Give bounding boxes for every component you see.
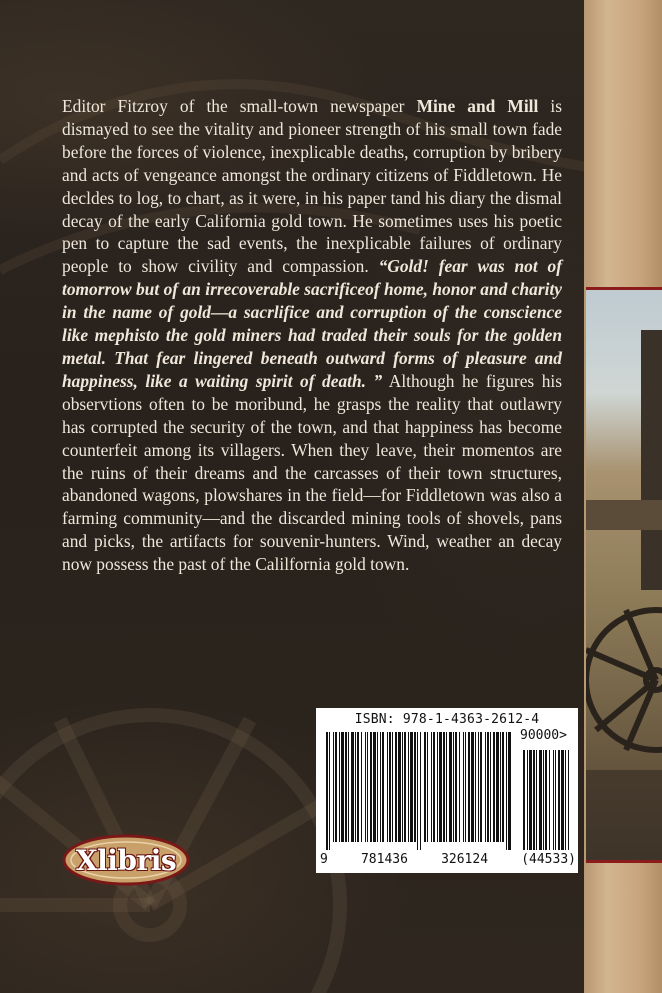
barcode-bar (341, 732, 344, 842)
barcode-bar (427, 732, 428, 842)
barcode-bar (339, 732, 340, 842)
barcode-bar (355, 732, 356, 842)
barcode-bar (333, 732, 334, 842)
barcode-addon-bar (533, 750, 535, 850)
barcode-bar (443, 732, 445, 842)
barcode-bar (480, 732, 482, 842)
blurb-paragraph (62, 95, 562, 576)
blurb-conclusion: Although he figures his observtions often to be moribund, he grasps the reality that outlawry has corrupted the security of the town, and that happiness has become counterfeit among its villagers. When they leave, their momentos are the ruins of their dreams and the carcasses of their town structures, abandoned wagons, plowshares in the field—for Fiddletown was also a farming community—and the discarded mining tools of shovels, pans and picks, the artifacts for souvenir-hunters. Wind, weather an decay now possess the past of the Calilfornia gold town. (62, 370, 562, 575)
barcode-digits (320, 852, 576, 867)
barcode-bar (357, 732, 359, 842)
publisher-logo-text: Xlibris (75, 843, 177, 877)
barcode-bar (463, 732, 464, 842)
barcode-bar (478, 732, 479, 842)
barcode-digit-group-1: 781436 (360, 852, 408, 867)
barcode-bar (389, 732, 391, 842)
front-cover-photo-edge (586, 287, 662, 863)
barcode-bar (420, 732, 421, 850)
barcode-addon-bar (561, 750, 564, 850)
barcode-digit-first: 9 (320, 852, 328, 867)
barcode-addon-bar (543, 750, 544, 850)
price-code: 90000> (520, 728, 567, 743)
barcode-bar (326, 732, 328, 850)
barcode-bar (487, 732, 489, 842)
barcode-bars (322, 732, 572, 852)
barcode-bar (329, 732, 330, 850)
barcode-bar (361, 732, 362, 842)
barcode-bar (437, 732, 438, 842)
barcode-bar (351, 732, 354, 842)
barcode-bar (506, 732, 507, 850)
barcode-bar (471, 732, 474, 842)
barcode-bar (490, 732, 491, 842)
blurb-intro: Editor Fitzroy of the small-town newspaper (62, 96, 417, 116)
barcode-bar (500, 732, 501, 842)
barcode-digit-group-2: 326124 (441, 852, 489, 867)
publisher-logo (60, 832, 192, 888)
barcode-addon-bar (558, 750, 560, 850)
blurb-quote: “Gold! fear was not of tomorrow but of an irrecoverable sacrificeof home, honor and charity in the name of gold—a sacrlifice and corruption of the conscience like mephisto the gold miners had traded their souls for the golden metal. That fear lingered beneath outward forms of pleasure and happiness, like a waiting spirit of death. ” (62, 256, 562, 391)
barcode-bar (408, 732, 409, 842)
barcode-bar (475, 732, 476, 842)
isbn-number: ISBN: 978-1-4363-2612-4 (354, 712, 540, 727)
barcode-addon-bar (555, 750, 556, 850)
barcode-addon-bar (549, 750, 550, 850)
barcode-addon-bar (565, 750, 566, 850)
barcode-bar (345, 732, 347, 842)
barcode-bar (465, 732, 466, 842)
barcode-bar (468, 732, 470, 842)
isbn-barcode (316, 708, 578, 873)
barcode-bar (417, 732, 418, 850)
barcode-bar (367, 732, 368, 842)
barcode-bar (424, 732, 426, 842)
barcode-bar (348, 732, 349, 842)
barcode-bar (398, 732, 401, 842)
barcode-bar (439, 732, 442, 842)
barcode-bar (377, 732, 378, 842)
newspaper-name: Mine and Mill (416, 96, 539, 116)
barcode-addon-bar (527, 750, 528, 850)
barcode-bar (459, 732, 460, 842)
barcode-bar (382, 732, 384, 842)
barcode-bar (449, 732, 452, 842)
barcode-bar (496, 732, 499, 842)
barcode-bar (335, 732, 337, 842)
barcode-bar (387, 732, 388, 842)
barcode-bar (502, 732, 504, 842)
barcode-addon-bar (539, 750, 542, 850)
barcode-bar (370, 732, 372, 842)
barcode-addon-bar (536, 750, 537, 850)
barcode-addon-bar (553, 750, 554, 850)
barcode-addon-bar (529, 750, 532, 850)
barcode-addon-bar (545, 750, 547, 850)
back-cover-blurb (62, 95, 562, 576)
barcode-addon-bar (523, 750, 525, 850)
barcode-bar (410, 732, 413, 842)
barcode-bar (414, 732, 416, 842)
blurb-body: is dismayed to see the vitality and pioneer strength of his small town fade before the forces of violence, inexplicable deaths, corruption by bribery and acts of vengeance amongst the ordinary citizens of Fiddletown. He decldes to log, to chart, as it were, in his paper tand his diary the dismal decay of the early California gold town. He sometimes uses his poetic pen to capture the sad events, the inexplicable failures of ordinary people to show civility and compassion. (62, 96, 563, 277)
barcode-bar (404, 732, 406, 842)
barcode-bar (508, 732, 511, 850)
barcode-bar (373, 732, 376, 842)
barcode-bar (453, 732, 454, 842)
barcode-bar (402, 732, 403, 842)
barcode-digit-extra: (44533) (521, 852, 576, 867)
barcode-bar (365, 732, 366, 842)
barcode-bar (392, 732, 393, 842)
barcode-bar (395, 732, 397, 842)
barcode-bar (380, 732, 381, 842)
barcode-bar (485, 732, 486, 842)
barcode-addon-bar (568, 750, 569, 850)
barcode-bar (455, 732, 457, 842)
barcode-bar (431, 732, 432, 842)
barcode-bar (446, 732, 447, 842)
barcode-bar (433, 732, 435, 842)
barcode-bar (493, 732, 495, 842)
wagon-photo-illustration (586, 290, 662, 860)
